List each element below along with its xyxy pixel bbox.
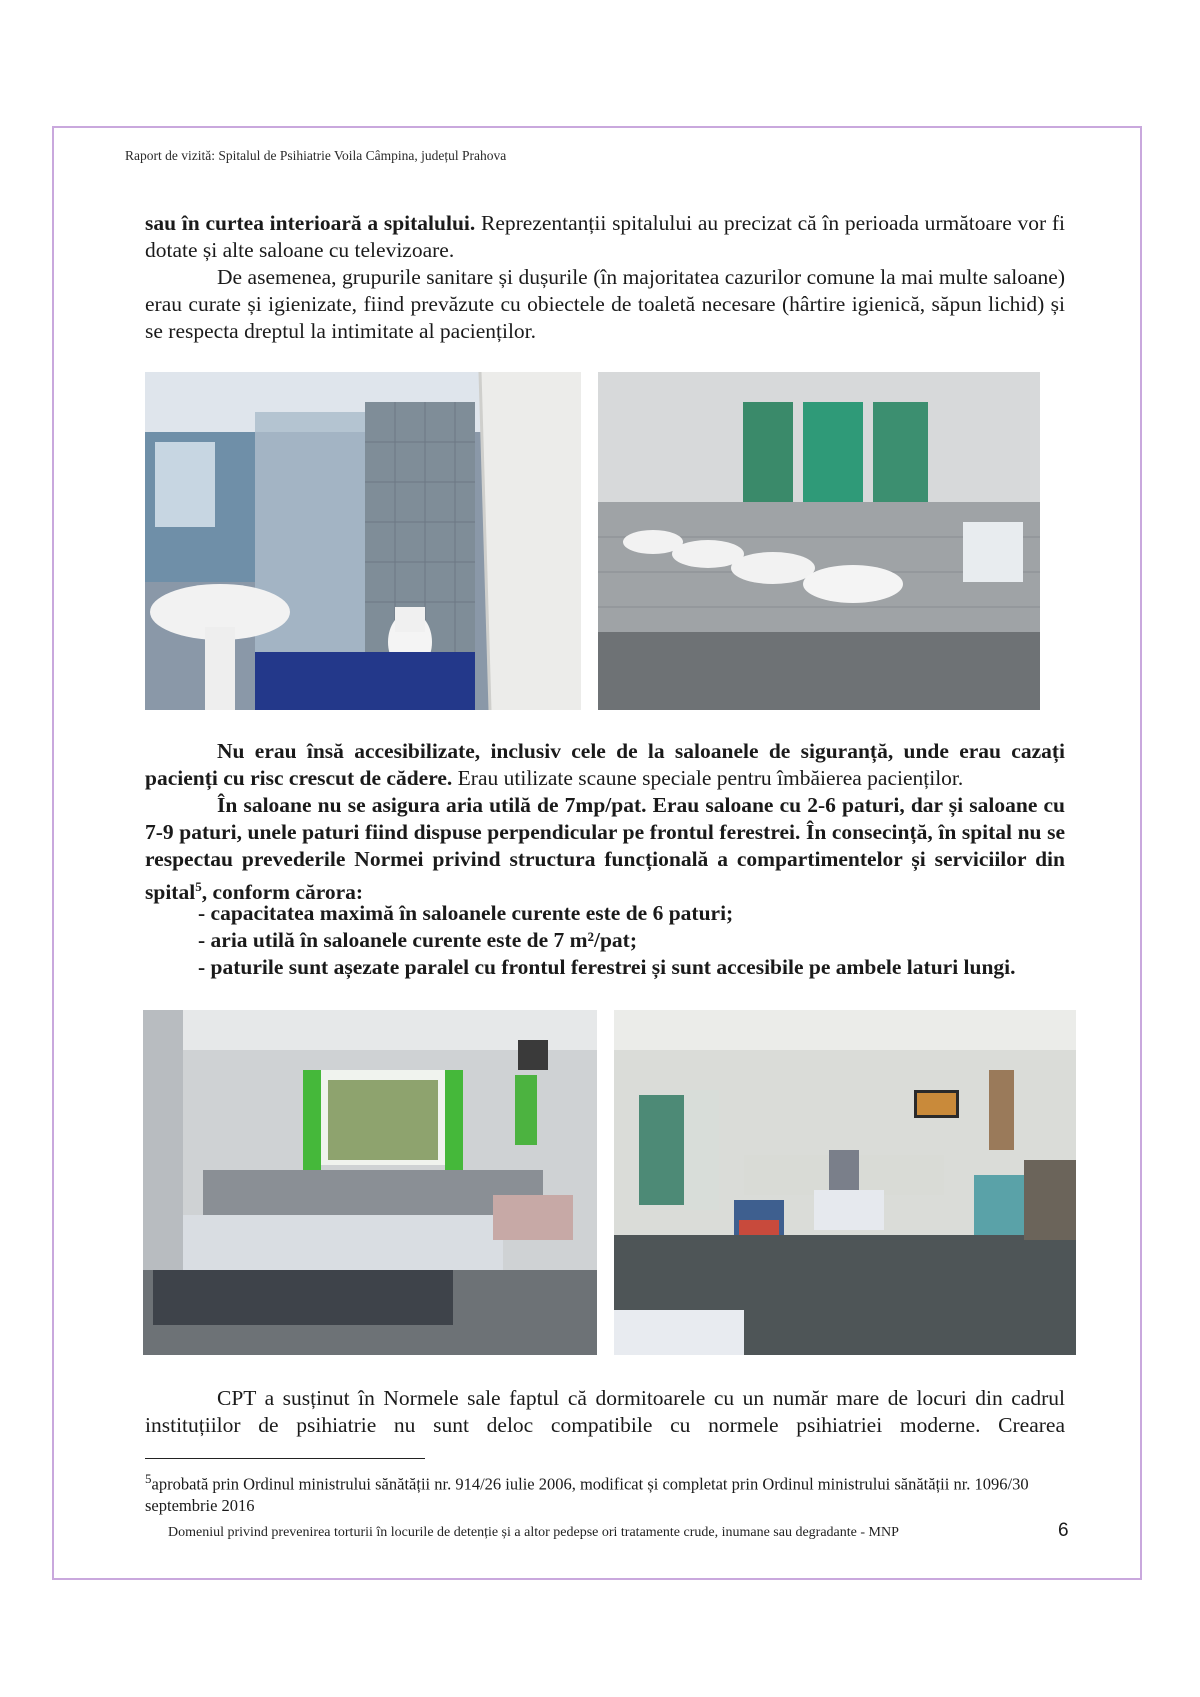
running-header: Raport de vizită: Spitalul de Psihiatrie Voila Câmpina, județul Prahova [125, 148, 507, 163]
running-footer: Domeniul privind prevenirea torturii în locurile de detenție și a altor pedepse ori tratamente crude, inumane sau degradante - MNP [168, 1525, 899, 1540]
photo-bathroom [145, 372, 581, 710]
photo-sinks [598, 372, 1040, 710]
page-number: 6 [1058, 1520, 1069, 1541]
list-item: - aria utilă în saloanele curente este de 7 m²/pat; [198, 928, 637, 952]
photo-ward-right [614, 1010, 1076, 1355]
paragraph-3-text: Erau utilizate scaune speciale pentru îmbăierea pacienților. [452, 766, 964, 790]
paragraph-1 [145, 210, 1065, 264]
footnote [145, 1468, 1065, 1516]
photo-ward-left [143, 1010, 597, 1355]
footnote-separator [145, 1458, 425, 1459]
paragraph-1-bold: sau în curtea interioară a spitalului. [145, 211, 476, 235]
list-item: - capacitatea maximă în saloanele curente este de 6 paturi; [198, 901, 734, 925]
paragraph-3 [145, 738, 1065, 792]
paragraph-1-text: Reprezentanții spitalului au precizat că în perioada următoare vor fi dotate și alte saloane cu televizoare. [145, 211, 1065, 262]
footnote-text: aprobată prin Ordinul ministrului sănătății nr. 914/26 iulie 2006, modificat și completat prin Ordinul ministrului sănătății nr. 1096/30 septembrie 2016 [145, 1474, 1029, 1515]
paragraph-3-bold: Nu erau însă accesibilizate, inclusiv cele de la saloanele de siguranță, unde erau cazați pacienți cu risc crescut de cădere. [145, 739, 1065, 790]
paragraph-2: De asemenea, grupurile sanitare și dușurile (în majoritatea cazurilor comune la mai multe saloane) erau curate și igienizate, fiind prevăzute cu obiectele de toaletă necesare (hârtire igienică, săpun lichid) și se respecta dreptul la intimitate al pacienților. [145, 265, 1065, 343]
paragraph-5: CPT a susținut în Normele sale faptul că dormitoarele cu un număr mare de locuri din cadrul instituțiilor de psihiatrie nu sunt deloc compatibile cu normele psihiatriei moderne. Crearea [145, 1386, 1065, 1437]
requirements-list [198, 900, 1016, 981]
paragraph-4-end: , conform cărora: [201, 880, 364, 905]
footnote-ref: 5 [195, 879, 202, 894]
paragraph-4-text: În saloane nu se asigura aria utilă de 7mp/pat. Erau saloane cu 2-6 paturi, dar și saloane cu 7-9 paturi, unele paturi fiind dispuse perpendicular pe frontul ferestrei. În consecință, în spital nu se respectau prevederile Normei privind structura funcțională a compartimentelor și serviciilor din spital [145, 793, 1065, 905]
footnote-number: 5 [145, 1471, 152, 1486]
list-item: - paturile sunt așezate paralel cu frontul ferestrei și sunt accesibile pe ambele laturi lungi. [198, 955, 1016, 979]
paragraph-4 [145, 792, 1065, 906]
